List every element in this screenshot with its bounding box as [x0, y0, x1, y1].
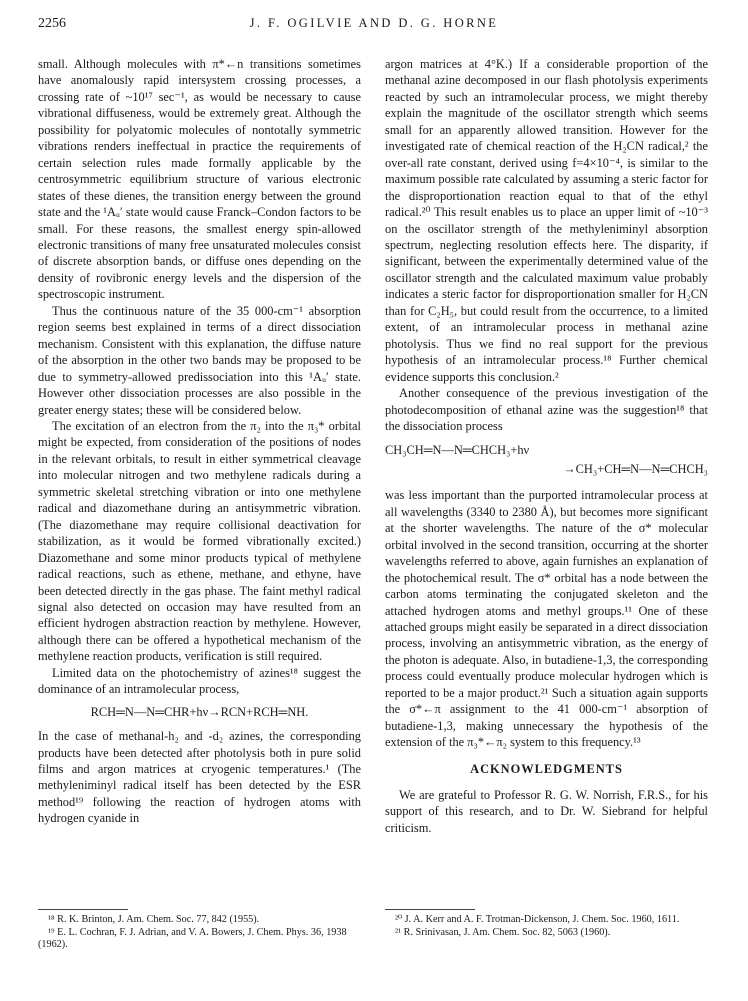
right-column — [385, 56, 708, 836]
reaction-equation-products: →CH₃+CH═N—N═CHCH₃ — [563, 461, 708, 476]
reaction-equation: RCH═N—N═CHR+hν→RCN+RCH═NH. — [90, 704, 309, 719]
paragraph: small. Although molecules with π*←n transitions sometimes have anomalously rapid intersystem crossing processes, a crossing rate of ~10¹⁷ sec⁻¹, as would be necessary to cause vibrational diffuseness, would be extremely great. Although the possibility for polyatomic molecules of nontotally symmetric vibrations renders ineffectual in practice the requirements of certain selection rules made formally applicable by the centrosymmetric equilibrium structure of various electronic states of these dienes, the transition energy between the ground state and the ¹Aᵤ′ state would cause Franck–Condon factors to be small. For these reasons, the smallest energy spin-allowed electronic transitions of many free unsaturated molecules consist of discrete absorption bands, or diffuse ones depending on the density of rovibronic energy levels and the dispersion of the spectroscopic instrument. — [38, 57, 361, 302]
footnote: ²⁰ J. A. Kerr and A. F. Trotman-Dickenson, J. Chem. Soc. 1960, 1611. — [395, 914, 680, 925]
running-head: J. F. OGILVIE AND D. G. HORNE — [249, 16, 499, 30]
paragraph: We are grateful to Professor R. G. W. Norrish, F.R.S., for his support of this research, and to Dr. W. Siebrand for helpful criticism. — [385, 788, 708, 835]
footnote: ¹⁸ R. K. Brinton, J. Am. Chem. Soc. 77, 842 (1955). — [48, 914, 260, 925]
paragraph: The excitation of an electron from the π₂ into the π₃* orbital might be expected, from consideration of the positions of nodes in the relevant orbitals, to result in either symmetrical cleavage into molecular nitrogen and two methylene radicals during a symmetric skeletal stretching vibration or into one methylene radical and diazomethane during an antisymmetric vibration. (The diazomethane may require collisional deactivation for stabilization, as it would be formed vibrationally excited.) Diazomethane and some minor products typical of methylene radical reactions, such as ethene, methane, and ethyne, have been detected directly in the gas phase. The faint methyl radical signal also detected on occasion may have resulted from an efficient hydrogen abstraction reaction by methylene. However, although there can be offered a hypothetical mechanism of the methylene reaction products, verification is still required. — [38, 418, 361, 664]
paragraph: In the case of methanal-h₂ and -d₂ azines, the corresponding products have been detected after photolysis both in pure solid films and argon matrices at cryogenic temperatures.¹ (The methyleniminyl radical itself has been detected by the ESR method¹⁹ following the reaction of hydrogen atoms with hydrogen cyanide in — [38, 729, 361, 826]
reaction-equation-reactants: CH₃CH═N—N═CHCH₃+hν — [385, 443, 530, 458]
section-title-acknowledgments: ACKNOWLEDGMENTS — [470, 761, 623, 776]
paragraph: Thus the continuous nature of the 35 000-cm⁻¹ absorption region seems best explained in terms of a direct dissociation mechanism. Consistent with this explanation, the diffuse nature of the absorption in the other two bands may be proposed to be due to symmetry-allowed predissociation into this ¹Aᵤ′ state. However other dissociation processes are also possible in the greater energy states; these will be considered below. — [38, 303, 361, 417]
footnote: ²¹ R. Srinivasan, J. Am. Chem. Soc. 82, 5063 (1960). — [395, 926, 611, 938]
paragraph: Another consequence of the previous investigation of the photodecomposition of ethanal azine was the suggestion¹⁸ that the dissociation process — [385, 386, 708, 433]
footnotes-right — [385, 914, 708, 939]
footnotes-left — [38, 914, 361, 952]
paragraph: Limited data on the photochemistry of azines¹⁸ suggest the dominance of an intramolecular process, — [38, 665, 361, 697]
page-header — [38, 16, 710, 36]
paragraph: was less important than the purported intramolecular process at all wavelengths (3340 to 2380 Å), but becomes more significant at the shorter wavelengths. The nature of the σ* molecular orbital involved in the second transition, occurring at the shorter wavelengths referred to above, again furnishes an explanation of the photochemical result. The σ* orbital has a node between the carbon atoms terminating the conjugated skeleton and the attached hydrogen atoms and methyl groups.¹¹ One of these attached groups might easily be separated in a direct dissociation process, involving an antisymmetric vibration, as the energy of the photon is adequate. Also, in butadiene-1,3, the corresponding process could eventually produce molecular hydrogen which is reported to be a major product.²¹ Such a situation again supports the σ*←π assignment to the 41 000-cm⁻¹ absorption of butadiene-1,3, making unnecessary the hypothesis of the extension of the π₃*←π₂ system to this frequency.¹³ — [385, 488, 708, 750]
page-number: 2256 — [38, 16, 66, 31]
left-column — [38, 56, 361, 827]
paragraph: argon matrices at 4°K.) If a considerable proportion of the methanal azine decomposed in our flash photolysis experiments reacted by such an intramolecular process, we might thereby explain the magnitude of the oscillator strength which seems small for an apparently allowed transition. However for the investigated rate of chemical reaction of the H₂CN radical,² the over-all rate constant, derived using f=4×10⁻⁴, is similar to the maximum possible rate calculated by assuming a steric factor for the disproportionation reaction equal to that of the ethyl radical.²⁰ This result enables us to place an upper limit of ~10⁻³ on the oscillator strength of the methyleniminyl absorption spectrum, neglecting resolution effects here. The disparity, if significant, between the experimentally determined value of the oscillator strength and the calculated maximum value probably indicates a steric factor for disproportionation smaller for H₂CN than for C₂H₅, but could result from the occurrence, to a limited extent, of an intramolecular process in methanal azine photolysis. Thus we find no real support for the previous hypothesis of an intramolecular process.¹⁸ Further chemical evidence supports this conclusion.² — [385, 57, 708, 384]
footnote-rule — [38, 909, 128, 910]
footnote: ¹⁹ E. L. Cochran, F. J. Adrian, and V. A. Bowers, J. Chem. Phys. 36, 1938 (1962). — [38, 926, 347, 951]
footnote-rule — [385, 909, 475, 910]
